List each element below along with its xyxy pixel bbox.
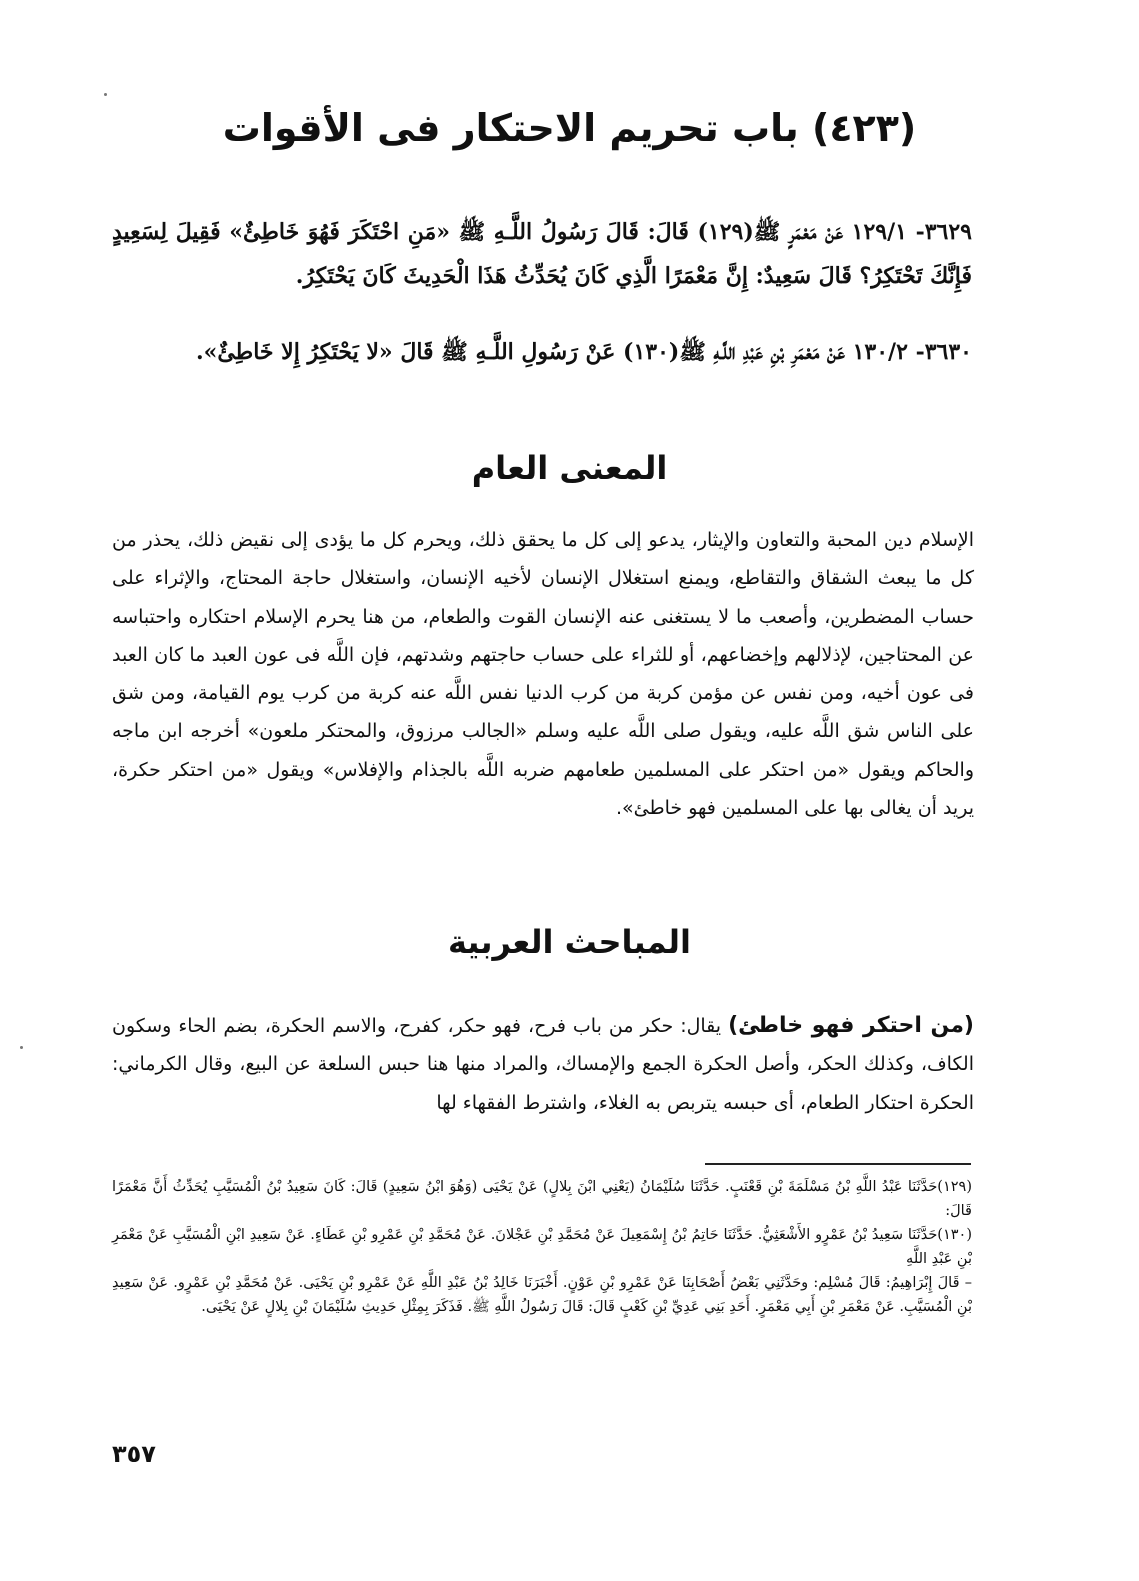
chapter-title: (٤٢٣) باب تحريم الاحتكار فى الأقوات [222,106,917,150]
footnote-130: (١٣٠)حَدَّثَنَا سَعِيدُ بْنُ عَمْرٍو الأَشْعَثِيُّ. حَدَّثَنَا حَاتِمُ بْنُ إِسْمَعِيلَ عَنْ مُحَمَّدِ بْنِ عَجْلانَ. عَنْ مُحَمَّدِ بْنِ عَمْرِو بْنِ عَطَاءٍ. عَنْ سَعِيدِ ابْنِ الْمُسَيَّبِ عَنْ مَعْمَرِ بْنِ عَبْدِ اللَّهِ [112,1227,972,1267]
hadith-sub-number: ١٢٩/١ [851,219,907,245]
footnote-divider [705,1163,971,1165]
scan-speck [20,1046,23,1049]
page-number: ٣٥٧ [112,1440,156,1468]
footnotes [112,1176,972,1320]
general-meaning-paragraph: الإسلام دين المحبة والتعاون والإيثار، يدعو إلى كل ما يحقق ذلك، ويحرم كل ما يؤدى إلى نقيض ذلك، يحذر من كل ما يبعث الشقاق والتقاطع، ويمنع استغلال الإنسان لأخيه الإنسان، واستغلال حاجة المحتاج، والإثراء على حساب المضطرين، وأصعب ما لا يستغنى عنه الإنسان القوت والطعام، من هنا يحرم الإسلام احتكاره واحتباسه عن المحتاجين، لإذلالهم وإخضاعهم، أو للثراء على حساب حاجتهم وشدتهم، فإن اللَّه فى عون العبد ما كان العبد فى عون أخيه، ومن نفس عن مؤمن كربة من كرب الدنيا نفس اللَّه عنه كربة من كرب يوم القيامة، ومن شق على الناس شق اللَّه عليه، ويقول صلى اللَّه عليه وسلم «الجالب مرزوق، والمحتكر ملعون» أخرجه ابن ماجه والحاكم ويقول «من احتكر على المسلمين طعامهم ضربه اللَّه بالجذام والإفلاس» ويقول «من احتكر حكرة، يريد أن يغالى بها على المسلمين فهو خاطئ». [112,529,974,820]
footnote-130-continuation: – قَالَ إِبْرَاهِيمُ: قَالَ مُسْلِم: وحَدَّثَنِي بَعْضُ أَصْحَابِنَا عَنْ عَمْرِو بْنِ عَوْنٍ. أَخْبَرَنَا خَالِدُ بْنُ عَبْدِ اللَّهِ عَنْ عَمْرِو بْنِ يَحْيَى. عَنْ مُحَمَّدِ بْنِ عَمْرٍو. عَنْ سَعِيدِ بْنِ الْمُسَيَّبِ. عَنْ مَعْمَرِ بْنِ أَبِي مَعْمَرٍ. أَحَدِ بَنِي عَدِيِّ بْنِ كَعْبٍ قَالَ: قَالَ رَسُولُ اللَّهِ ﷺ. فَذَكَرَ بِمِثْلِ حَدِيثِ سُلَيْمَانَ بْنِ بِلالٍ عَنْ يَحْيَى. [112,1275,972,1315]
arabic-discussions-heading: المباحث العربية [447,923,692,961]
footnote-129: (١٢٩)حَدَّثَنَا عَبْدُ اللَّهِ بْنُ مَسْلَمَةَ بْنِ قَعْنَبٍ. حَدَّثَنَا سُلَيْمَانُ (يَعْنِي ابْنَ بِلالٍ) عَنْ يَحْيَى (وَهُوَ ابْنُ سَعِيدٍ) قَالَ: كَانَ سَعِيدُ بْنُ الْمُسَيَّبِ يُحَدِّثُ أَنَّ مَعْمَرًا قَالَ: [112,1179,972,1219]
scan-speck [104,93,107,96]
hadith-3630 [112,330,972,374]
discussion-paragraph: يقال: حكر من باب فرح، فهو حكر، كفرح، والاسم الحكرة، بضم الحاء وسكون الكاف، وكذلك الحكر، وأصل الحكرة الجمع والإمساك، والمراد منها هنا حبس السلعة عن البيع، وقال الكرماني: الحكرة احتكار الطعام، أى حبسه يتربص به الغلاء، واشترط الفقهاء لها [112,1015,974,1114]
general-meaning-heading: المعنى العام [471,449,668,487]
arabic-discussions-text [112,1007,974,1122]
general-meaning-text [112,521,974,827]
hadith-sub-number: ١٣٠/٢ [852,339,908,365]
hadith-3629 [112,210,972,298]
hadith-text: عَنْ مَعْمَرٍ ﷺ(١٢٩) قَالَ: قَالَ رَسُولُ اللَّـهِ ﷺ «مَنِ احْتَكَرَ فَهُوَ خَاطِئٌ» فَقِيلَ لِسَعِيدٍ فَإِنَّكَ تَحْتَكِرُ؟ قَالَ سَعِيدٌ: إِنَّ مَعْمَرًا الَّذِي كَانَ يُحَدِّثُ هَذَا الْحَدِيثَ كَانَ يَحْتَكِرُ. [112,219,972,289]
hadith-number: ٣٦٣٠- [915,339,972,365]
hadith-number: ٣٦٢٩- [915,219,972,245]
hadith-text: عَنْ مَعْمَرِ بْنِ عَبْدِ اللَّـهِ ﷺ(١٣٠) عَنْ رَسُولِ اللَّـهِ ﷺ قَالَ «لا يَحْتَكِرُ إِلا خَاطِئٌ». [195,339,845,365]
discussion-lead-phrase: (من احتكر فهو خاطئ) [728,1013,974,1038]
